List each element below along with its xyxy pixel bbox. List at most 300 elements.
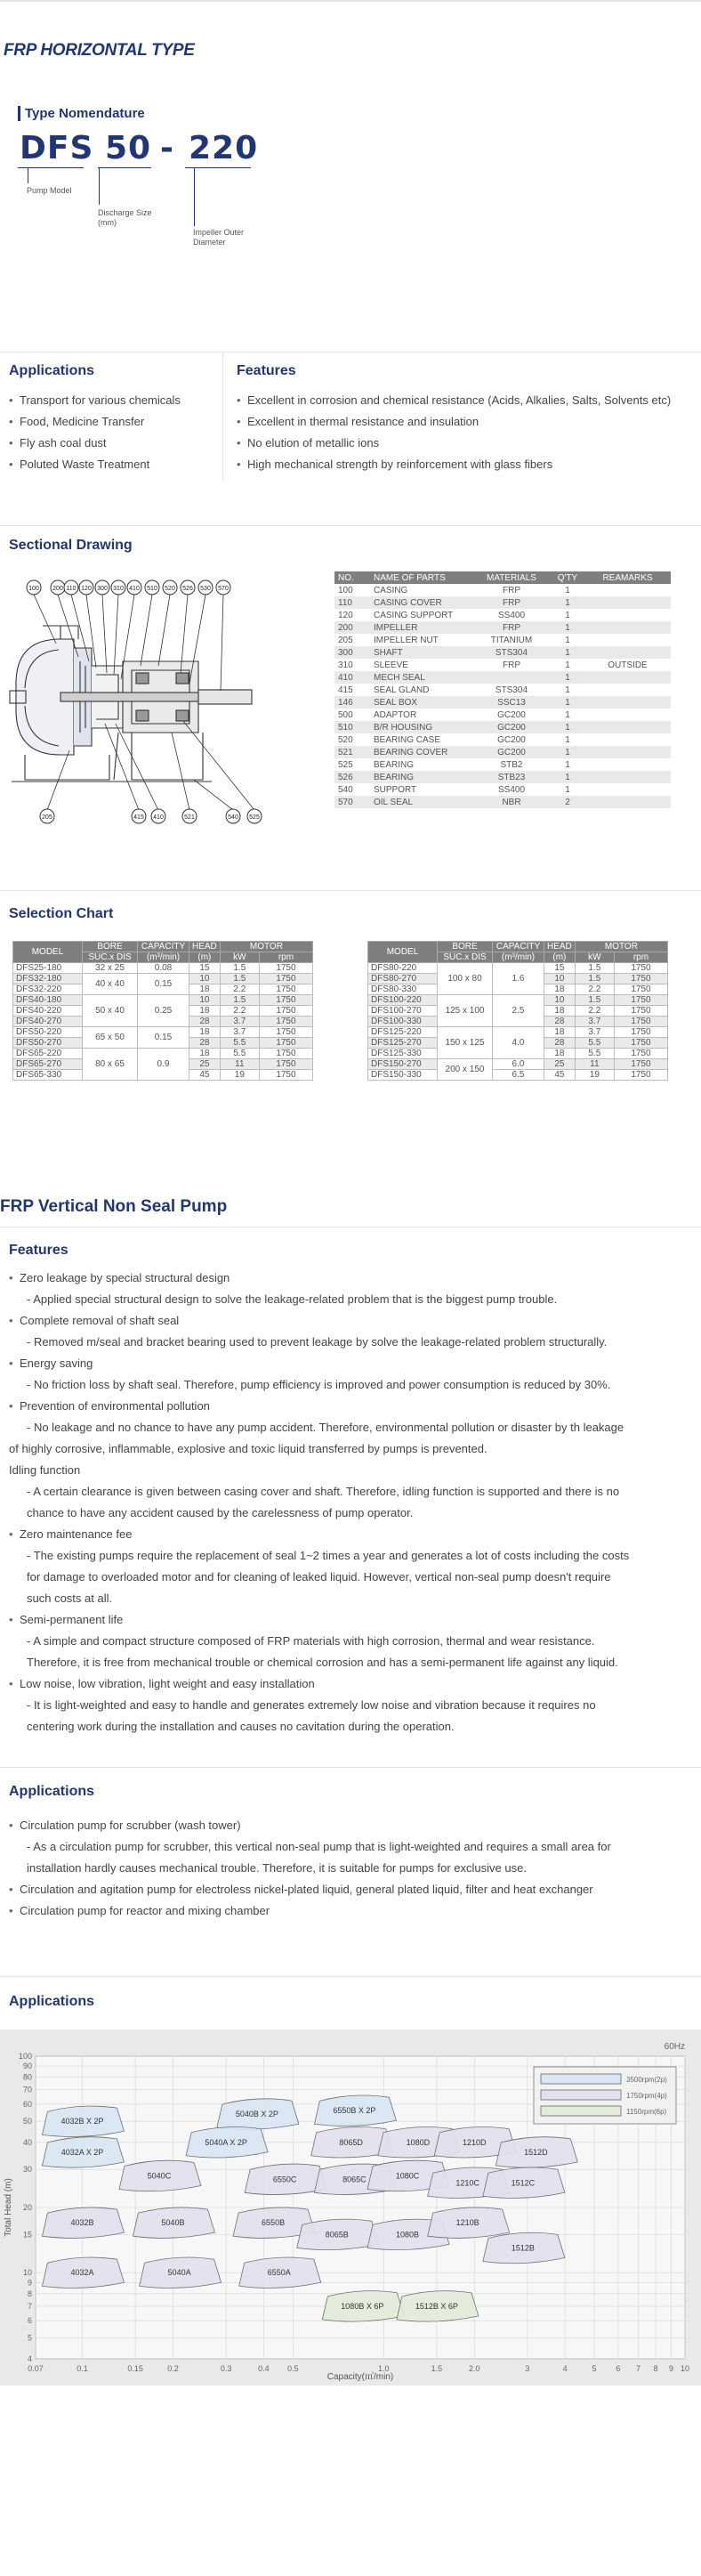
table-cell: BEARING: [374, 759, 415, 770]
cell-model: DFS40-220: [13, 1006, 83, 1017]
y-tick-label: 4: [27, 2354, 32, 2363]
cell-cap: 0.9: [138, 1049, 189, 1081]
vertical-features-heading: Features: [9, 1243, 68, 1258]
cell-rpm: 1750: [614, 1027, 667, 1038]
cell-kw: 11: [220, 1059, 259, 1070]
y-tick-label: 6: [27, 2316, 32, 2326]
table-cell: 1: [551, 746, 584, 758]
tick-impeller: [194, 167, 195, 226]
col-bore: BORE: [438, 942, 493, 952]
table-cell: SEAL BOX: [370, 696, 472, 709]
table-cell: ADAPTOR: [374, 709, 417, 720]
svg-text:200: 200: [52, 586, 63, 592]
cell-model: DFS50-270: [13, 1038, 83, 1049]
svg-text:521: 521: [184, 814, 195, 821]
x-tick-label: 0.1: [77, 2364, 88, 2373]
cell-model: DFS80-220: [368, 963, 438, 974]
column-divider: [222, 352, 223, 481]
region-label: 8065B: [325, 2230, 349, 2240]
cell-head: 28: [544, 1017, 576, 1027]
table-cell: [584, 796, 671, 808]
table-cell: OUTSIDE: [608, 660, 648, 670]
y-tick-label: 100: [18, 2052, 32, 2061]
x-tick-label: 0.2: [167, 2364, 179, 2373]
table-row: [334, 596, 671, 609]
cell-bore: 32 x 25: [83, 963, 138, 974]
cell-kw: 1.5: [220, 995, 259, 1006]
cell-bore: 80 x 65: [83, 1049, 138, 1081]
region-label: 5040B X 2P: [235, 2110, 278, 2119]
table-cell: SHAFT: [370, 646, 472, 659]
table-cell: CASING SUPPORT: [374, 610, 454, 620]
list-item: • Fly ash coal dust: [9, 433, 181, 454]
features-heading: Features: [237, 363, 296, 378]
region-label: 1080C: [395, 2171, 420, 2181]
col-head-sub: (m): [544, 952, 576, 963]
table-row: [334, 721, 671, 733]
x-tick-label: 10: [680, 2364, 690, 2373]
cell-kw: 1.5: [220, 974, 259, 984]
list-item: • Excellent in thermal resistance and insulation: [237, 411, 671, 433]
svg-text:110: 110: [66, 586, 77, 592]
svg-text:415: 415: [133, 814, 144, 821]
cell-rpm: 1750: [614, 984, 667, 995]
table-cell: TITANIUM: [490, 635, 533, 645]
table-cell: 1: [551, 596, 584, 609]
region-label: 5040B: [161, 2218, 185, 2228]
cell-bore: 100 x 80: [438, 963, 493, 995]
table-cell: MECH SEAL: [370, 671, 472, 684]
region-label: 4032B X 2P: [60, 2117, 104, 2126]
cell-bore: 40 x 40: [83, 974, 138, 995]
region-label: 4032A X 2P: [60, 2147, 104, 2157]
performance-chart: [0, 2029, 701, 2386]
col-bore-sub: SUC.x DIS: [438, 952, 493, 963]
table-cell: 200: [334, 621, 370, 634]
table-cell: [584, 684, 671, 696]
cell-model: DFS25-180: [13, 963, 83, 974]
region-label: 6550B X 2P: [333, 2106, 376, 2116]
region-label: 1210B: [455, 2218, 479, 2228]
cell-rpm: 1750: [614, 1070, 667, 1081]
region-label: 1512C: [511, 2178, 536, 2188]
col-head: HEAD: [189, 942, 221, 952]
svg-text:410: 410: [153, 814, 164, 821]
list-item: • Complete removal of shaft seal: [9, 1310, 694, 1332]
cell-kw: 2.2: [220, 1006, 259, 1017]
table-cell: 300: [334, 646, 370, 659]
cell-kw: 1.5: [575, 995, 614, 1006]
list-item: installation hardly causes mechanical trouble. Therefore, it is suitable for pumps for exclusive use.: [27, 1861, 527, 1875]
cell-rpm: 1750: [614, 995, 667, 1006]
y-tick-label: 30: [22, 2165, 32, 2175]
region-label: 1512B: [511, 2243, 535, 2253]
cell-bore: 125 x 100: [438, 995, 493, 1027]
y-tick-label: 7: [27, 2301, 32, 2311]
list-item: • No elution of metallic ions: [237, 433, 671, 454]
cell-rpm: 1750: [259, 963, 312, 974]
cell-bore: 150 x 125: [438, 1027, 493, 1059]
table-cell: [584, 746, 671, 758]
table-cell: STS304: [472, 646, 551, 659]
table-cell: BEARING CASE: [374, 734, 441, 745]
x-tick-label: 0.4: [258, 2364, 270, 2373]
col-remarks: REAMARKS: [584, 571, 671, 584]
region-label: 4032A: [70, 2268, 94, 2278]
cell-cap: 0.08: [138, 963, 189, 974]
col-head-sub: (m): [189, 952, 221, 963]
cell-kw: 5.5: [220, 1049, 259, 1059]
region-label: 5040A X 2P: [205, 2137, 247, 2147]
x-tick-label: 3: [525, 2364, 530, 2373]
table-cell: 1: [565, 660, 570, 670]
table-cell: 1: [551, 621, 584, 634]
cell-bore: 200 x 150: [438, 1059, 493, 1081]
table-row: [13, 995, 313, 1006]
region-label: 1512D: [524, 2147, 548, 2157]
y-tick-label: 20: [22, 2203, 32, 2212]
table-row: [13, 1027, 313, 1038]
cell-kw: 2.2: [220, 984, 259, 995]
table-cell: 500: [338, 709, 353, 720]
table-cell: OIL SEAL: [370, 796, 472, 808]
table-cell: 525: [338, 759, 353, 770]
table-cell: GC200: [497, 709, 526, 720]
applications-list: [9, 390, 181, 475]
cell-model: DFS100-330: [368, 1017, 438, 1027]
y-tick-label: 90: [22, 2062, 32, 2071]
region-label: 6550C: [272, 2175, 297, 2184]
list-item: such costs at all.: [27, 1592, 113, 1605]
selection-table-left: [12, 941, 313, 1081]
cell-head: 25: [189, 1059, 221, 1070]
chart-corner-label: 60Hz: [664, 2042, 685, 2052]
table-row: [13, 974, 313, 984]
col-head: HEAD: [544, 942, 576, 952]
chart-ylabel: Total Head (m): [4, 2178, 13, 2237]
list-item: - No friction loss by shaft seal. Therefore, pump efficiency is improved and power consumption is reduced by 30%.: [27, 1378, 611, 1391]
list-item: • Circulation pump for scrubber (wash tower): [9, 1815, 694, 1836]
table-cell: 1: [565, 635, 570, 645]
region-label: 8065C: [342, 2175, 367, 2184]
table-cell: 570: [334, 796, 370, 808]
table-row: [13, 1049, 313, 1059]
cell-model: DFS50-220: [13, 1027, 83, 1038]
table-cell: 1: [565, 734, 570, 745]
table-cell: 1: [551, 696, 584, 709]
features-list: [237, 390, 671, 475]
cell-rpm: 1750: [614, 1038, 667, 1049]
svg-text:205: 205: [42, 814, 52, 821]
table-cell: STB23: [472, 771, 551, 783]
col-kw: kW: [220, 952, 259, 963]
region-label: 1080B: [396, 2230, 420, 2240]
cell-kw: 5.5: [220, 1038, 259, 1049]
cell-head: 28: [189, 1038, 221, 1049]
cell-model: DFS80-270: [368, 974, 438, 984]
table-row: [334, 709, 671, 721]
code-discharge: 50: [105, 130, 152, 166]
table-cell: 146: [334, 696, 370, 709]
table-cell: [584, 596, 671, 609]
y-tick-label: 10: [22, 2268, 32, 2278]
vertical-features-list: [9, 1268, 694, 1738]
table-row: [334, 771, 671, 783]
table-cell: STB2: [500, 759, 523, 770]
table-cell: BEARING COVER: [370, 746, 472, 758]
y-tick-label: 60: [22, 2099, 32, 2109]
selection-heading: Selection Chart: [9, 906, 114, 921]
underline-impeller: [185, 167, 251, 168]
table-cell: SS400: [497, 784, 526, 795]
y-tick-label: 80: [22, 2072, 32, 2082]
table-cell: 1: [565, 759, 570, 770]
table-cell: 510: [334, 721, 370, 733]
cell-kw: 5.5: [575, 1049, 614, 1059]
list-item: - No leakage and no chance to have any pump accident. Therefore, environmental pollution or disaster by th leakage: [27, 1421, 624, 1434]
list-item: • Prevention of environmental pollution: [9, 1396, 694, 1417]
col-no: NO.: [334, 571, 370, 584]
cell-kw: 2.2: [575, 1006, 614, 1017]
table-cell: FRP: [503, 585, 520, 595]
svg-text:520: 520: [165, 586, 175, 592]
vertical-apps-heading: Applications: [9, 1784, 95, 1799]
cell-model: DFS32-220: [13, 984, 83, 995]
cell-rpm: 1750: [259, 1070, 312, 1081]
table-row: [334, 746, 671, 758]
table-row: [334, 621, 671, 634]
table-cell: 1: [565, 784, 570, 795]
cell-model: DFS80-330: [368, 984, 438, 995]
table-header: [334, 571, 671, 584]
table-cell: FRP: [503, 660, 520, 670]
table-cell: CASING: [374, 585, 408, 595]
x-tick-label: 6: [616, 2364, 621, 2373]
cell-rpm: 1750: [259, 984, 312, 995]
cell-head: 18: [544, 984, 576, 995]
svg-text:120: 120: [81, 586, 92, 592]
table-cell: SLEEVE: [374, 660, 408, 670]
table-cell: IMPELLER NUT: [374, 635, 439, 645]
list-item: • Semi-permanent life: [9, 1609, 694, 1631]
cell-model: DFS65-270: [13, 1059, 83, 1070]
table-cell: [472, 671, 551, 684]
cell-rpm: 1750: [259, 1027, 312, 1038]
list-item: • Zero leakage by special structural design: [9, 1268, 694, 1289]
list-item: Therefore, it is free from mechanical trouble or chemical corrosion and has a semi-permanent life against any liquid.: [27, 1656, 618, 1669]
section-divider: [0, 525, 701, 526]
legend-label: 1150rpm(6p): [626, 2108, 667, 2116]
x-tick-label: 4: [562, 2364, 568, 2373]
list-item: • Food, Medicine Transfer: [9, 411, 181, 433]
cell-model: DFS125-220: [368, 1027, 438, 1038]
label-pump-model: Pump Model: [27, 186, 72, 195]
table-cell: [584, 609, 671, 621]
cell-head: 10: [189, 974, 221, 984]
table-cell: STS304: [495, 685, 528, 695]
table-row: [334, 696, 671, 709]
list-item: • Zero maintenance fee: [9, 1524, 694, 1545]
legend-swatch: [541, 2106, 621, 2116]
table-cell: GC200: [472, 721, 551, 733]
table-cell: NBR: [472, 796, 551, 808]
cell-head: 15: [189, 963, 221, 974]
x-tick-label: 0.5: [287, 2364, 299, 2373]
cell-head: 18: [189, 1027, 221, 1038]
table-cell: IMPELLER: [370, 621, 472, 634]
list-item: • Excellent in corrosion and chemical resistance (Acids, Alkalies, Salts, Solvents etc): [237, 390, 671, 411]
page-title: FRP HORIZONTAL TYPE: [4, 41, 195, 60]
cell-model: DFS65-220: [13, 1049, 83, 1059]
table-cell: [584, 634, 671, 646]
cell-head: 10: [189, 995, 221, 1006]
col-material: MATERIALS: [472, 571, 551, 584]
col-bore: BORE: [83, 942, 138, 952]
region-label: 6550A: [267, 2268, 291, 2278]
list-item: • Poluted Waste Treatment: [9, 454, 181, 475]
cell-head: 28: [544, 1038, 576, 1049]
x-tick-label: 2.0: [468, 2364, 480, 2373]
list-item: centering work during the installation and causes no cavitation during the operation.: [27, 1720, 455, 1733]
table-cell: 1: [551, 771, 584, 783]
cell-head: 18: [189, 984, 221, 995]
cell-rpm: 1750: [614, 974, 667, 984]
cell-kw: 1.5: [220, 963, 259, 974]
table-cell: 415: [338, 685, 353, 695]
table-cell: CASING COVER: [370, 596, 472, 609]
cell-rpm: 1750: [259, 1006, 312, 1017]
y-tick-label: 15: [22, 2230, 32, 2240]
list-item: - A simple and compact structure composed of FRP materials with high corrosion, thermal and wear resistance.: [27, 1634, 595, 1648]
cell-cap: 1.6: [493, 963, 544, 995]
col-capacity-sub: (m³/min): [138, 952, 189, 963]
cell-model: DFS125-330: [368, 1049, 438, 1059]
col-motor: MOTOR: [575, 942, 667, 952]
cell-head: 25: [544, 1059, 576, 1070]
top-divider: [0, 0, 701, 2]
cell-rpm: 1750: [614, 1049, 667, 1059]
cell-head: 28: [189, 1017, 221, 1027]
region-label: 1210C: [455, 2178, 479, 2188]
svg-text:530: 530: [200, 586, 211, 592]
table-cell: 520: [338, 734, 353, 745]
col-motor: MOTOR: [220, 942, 312, 952]
x-tick-label: 0.3: [220, 2364, 232, 2373]
list-item: • High mechanical strength by reinforcement with glass fibers: [237, 454, 671, 475]
table-cell: [584, 771, 671, 783]
cell-kw: 5.5: [575, 1038, 614, 1049]
x-tick-label: 5: [592, 2364, 597, 2373]
table-row: [368, 995, 668, 1006]
table-cell: 100: [338, 585, 353, 595]
code-model: DFS: [20, 130, 94, 166]
cell-model: DFS125-270: [368, 1038, 438, 1049]
list-item: • Circulation and agitation pump for electroless nickel-plated liquid, general plated liquid, filter and heat exchanger: [9, 1879, 694, 1900]
col-rpm: rpm: [259, 952, 312, 963]
vertical-apps-list: [9, 1815, 694, 1922]
table-cell: SUPPORT: [374, 784, 417, 795]
x-tick-label: 7: [636, 2364, 641, 2373]
region-label: 8065D: [339, 2137, 363, 2147]
cell-rpm: 1750: [259, 974, 312, 984]
svg-text:100: 100: [28, 586, 39, 592]
table-row: [334, 671, 671, 684]
cell-kw: 3.7: [220, 1027, 259, 1038]
cell-cap: 0.15: [138, 1027, 189, 1049]
cell-head: 45: [189, 1070, 221, 1081]
region-label: 1080D: [406, 2137, 431, 2147]
y-tick-label: 50: [22, 2117, 32, 2126]
cell-rpm: 1750: [259, 1049, 312, 1059]
table-cell: BEARING: [370, 771, 472, 783]
table-cell: FRP: [472, 621, 551, 634]
table-row: [368, 1027, 668, 1038]
list-item: - Applied special structural design to solve the leakage-related problem that is the biggest pump trouble.: [27, 1292, 558, 1306]
cell-model: DFS32-180: [13, 974, 83, 984]
table-cell: GC200: [497, 734, 526, 745]
cell-kw: 19: [220, 1070, 259, 1081]
cell-model: DFS100-270: [368, 1006, 438, 1017]
svg-text:510: 510: [147, 586, 157, 592]
table-cell: 1: [551, 671, 584, 684]
cell-kw: 1.5: [575, 974, 614, 984]
cell-kw: 3.7: [220, 1017, 259, 1027]
cell-bore: 65 x 50: [83, 1027, 138, 1049]
region-label: 1512B X 6P: [415, 2301, 458, 2311]
table-cell: 1: [565, 585, 570, 595]
x-tick-label: 9: [668, 2364, 674, 2373]
col-capacity: CAPACITY: [138, 942, 189, 952]
cell-rpm: 1750: [259, 1059, 312, 1070]
x-tick-label: 8: [653, 2364, 658, 2373]
table-cell: 1: [565, 685, 570, 695]
applications-heading: Applications: [9, 363, 95, 378]
table-cell: 526: [334, 771, 370, 783]
cell-rpm: 1750: [259, 995, 312, 1006]
cell-model: DFS65-330: [13, 1070, 83, 1081]
list-item: chance to have any accident caused by the carelessness of pump operator.: [27, 1506, 414, 1519]
y-tick-label: 40: [22, 2137, 32, 2147]
table-cell: GC200: [472, 746, 551, 758]
cell-head: 10: [544, 974, 576, 984]
table-cell: [584, 721, 671, 733]
list-item: • Circulation pump for reactor and mixing chamber: [9, 1900, 694, 1922]
tick-discharge: [99, 167, 100, 205]
label-impeller: Impeller Outer Diameter: [193, 228, 245, 247]
cell-rpm: 1750: [259, 1038, 312, 1049]
table-row: [334, 609, 671, 621]
table-cell: [584, 733, 671, 746]
table-cell: [584, 709, 671, 721]
list-item: - A certain clearance is given between casing cover and shaft. Therefore, idling function is supported and there is no: [27, 1485, 620, 1498]
svg-text:525: 525: [249, 814, 260, 821]
sectional-drawing: [7, 577, 327, 826]
cell-kw: 11: [575, 1059, 614, 1070]
cell-head: 18: [189, 1049, 221, 1059]
cell-rpm: 1750: [614, 1017, 667, 1027]
table-cell: FRP: [472, 596, 551, 609]
table-cell: 521: [334, 746, 370, 758]
col-kw: kW: [575, 952, 614, 963]
legend-label: 1750rpm(4p): [626, 2092, 667, 2100]
cell-model: DFS40-180: [13, 995, 83, 1006]
y-tick-label: 70: [22, 2085, 32, 2094]
table-cell: SSC13: [472, 696, 551, 709]
cell-model: DFS100-220: [368, 995, 438, 1006]
section-divider: [0, 1976, 701, 1977]
table-cell: [584, 783, 671, 796]
list-item: - As a circulation pump for scrubber, this vertical non-seal pump that is light-weighted and requires a small area for: [27, 1840, 611, 1853]
